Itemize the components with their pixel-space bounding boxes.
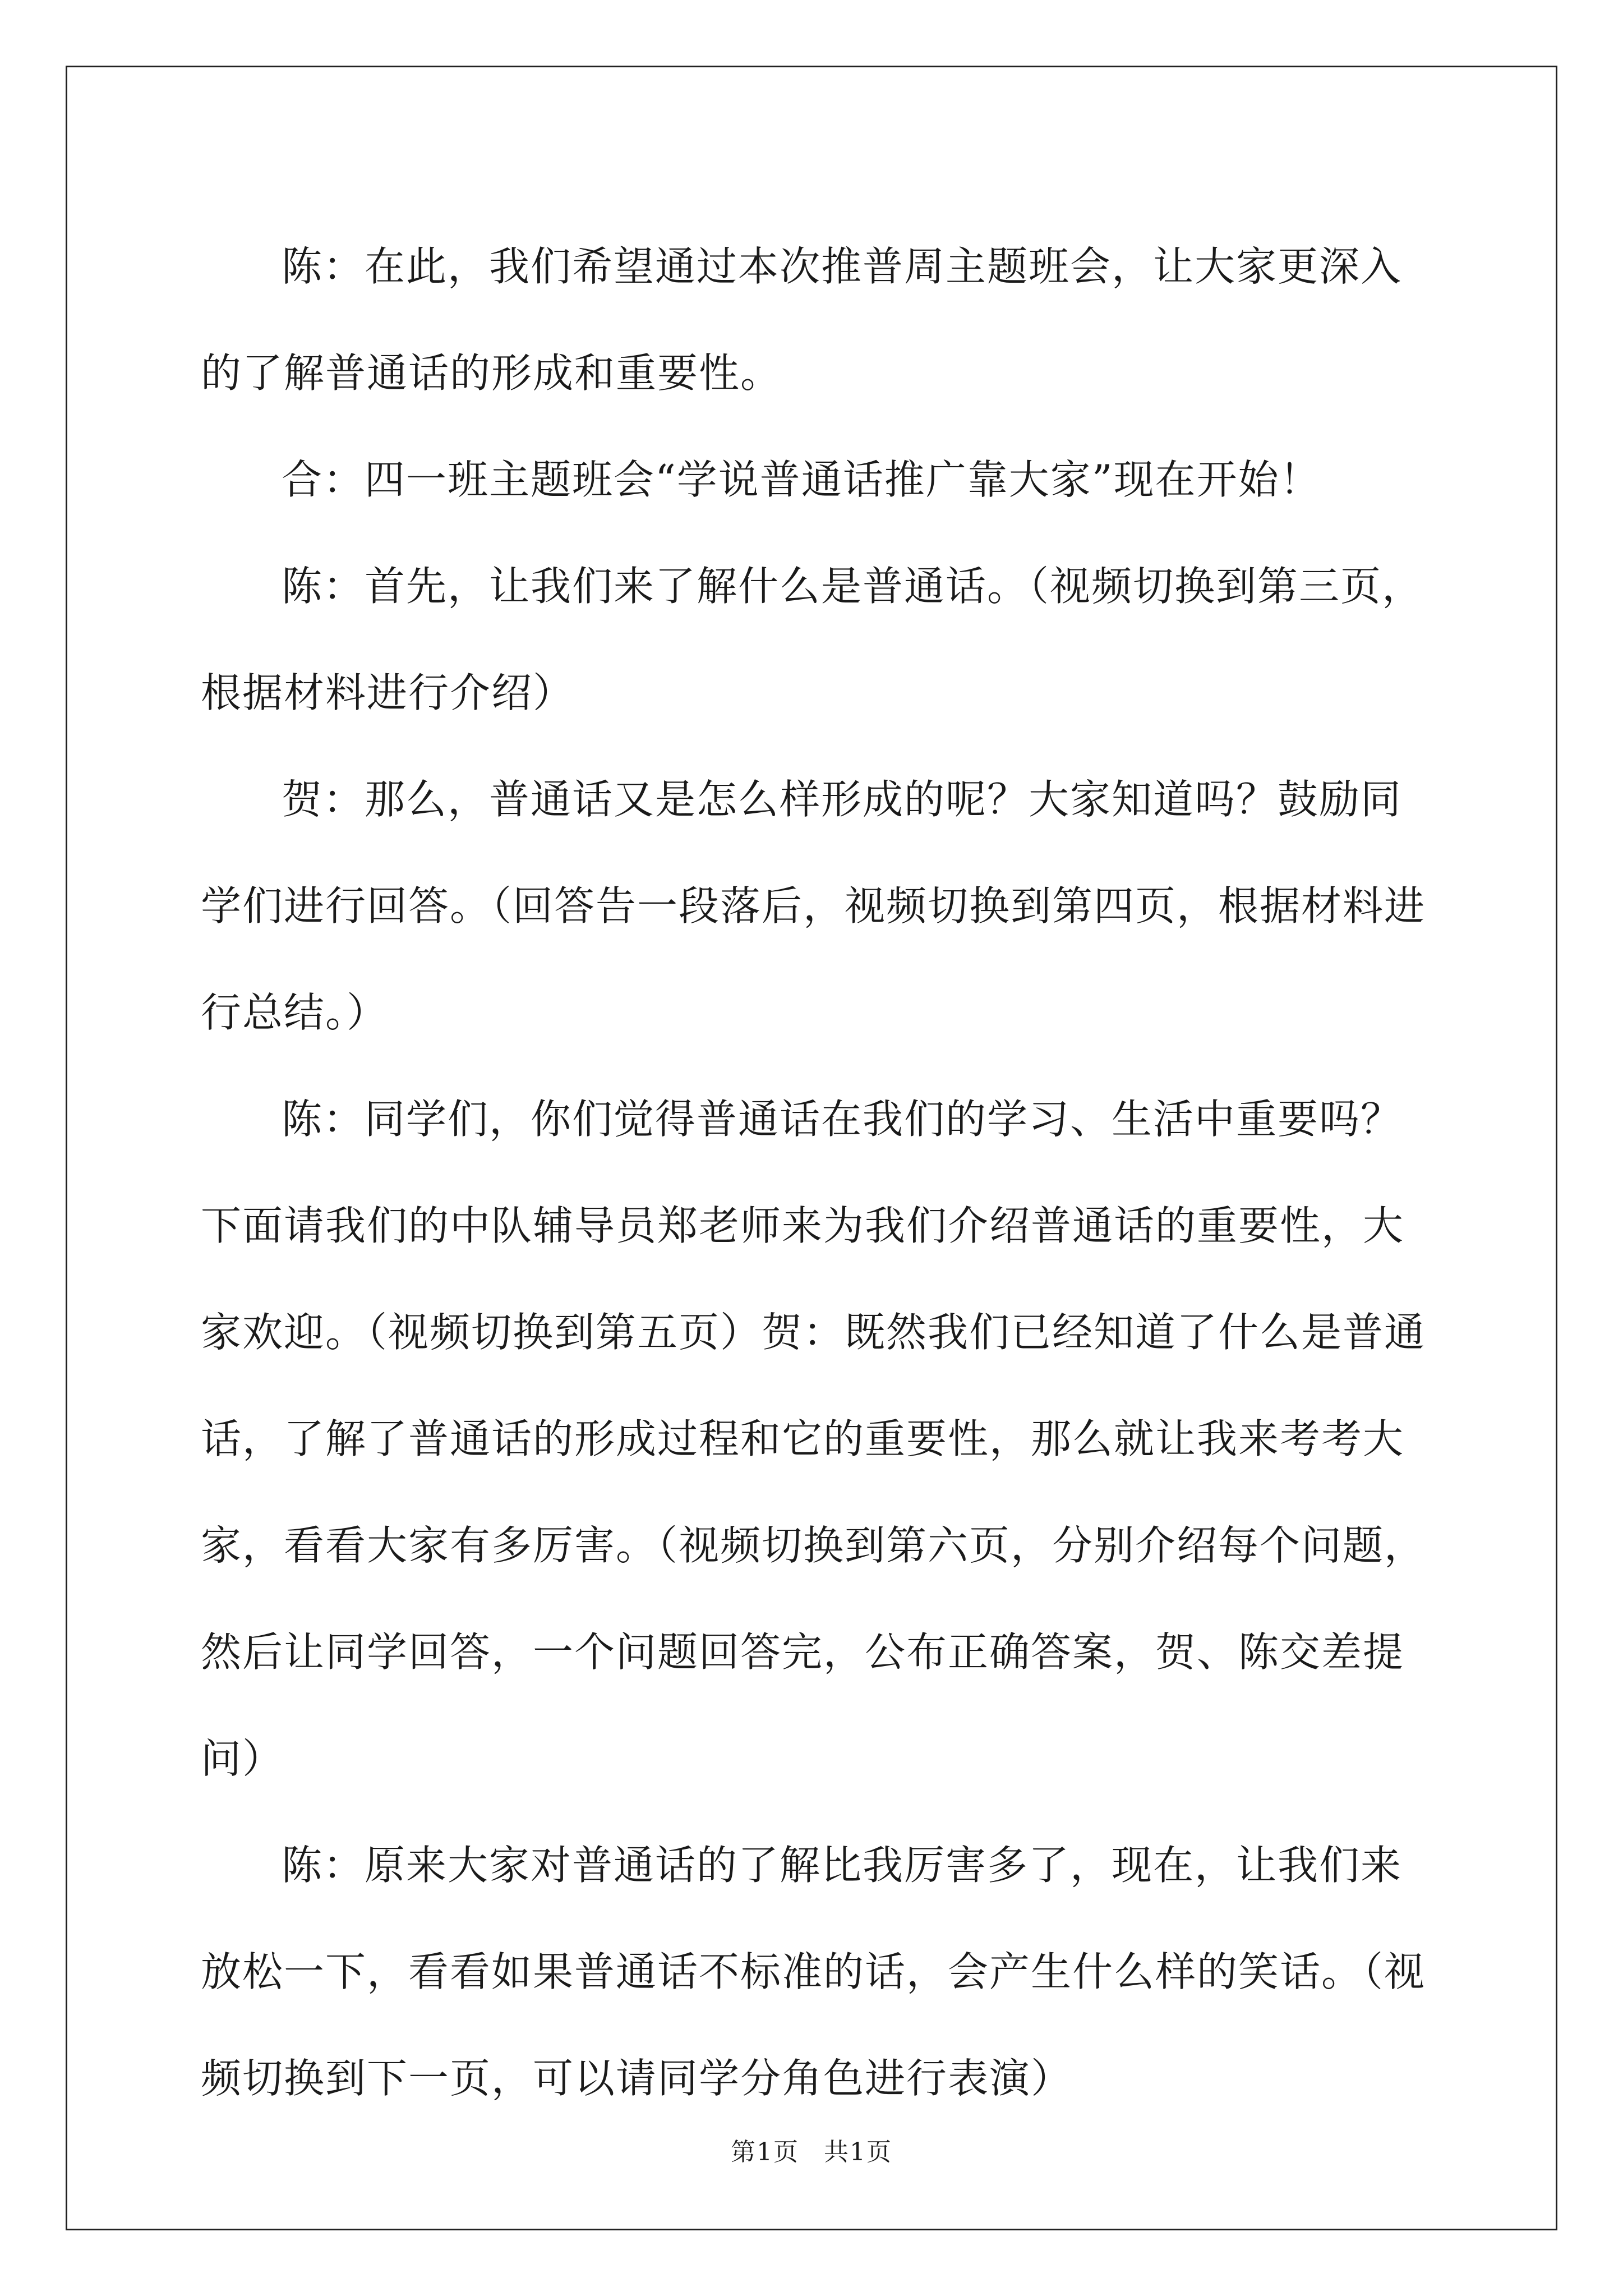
paragraph-4: 贺：那么，普通话又是怎么样形成的呢？大家知道吗？鼓励同学们进行回答。（回答告一段落后，视频切换到第四页，根据材料进行总结。）	[201, 776, 1426, 1036]
paragraph-6: 陈：原来大家对普通话的了解比我厉害多了，现在，让我们来放松一下，看看如果普通话不标准的话，会产生什么样的笑话。（视频切换到下一页，可以请同学分角色进行表演）	[201, 1842, 1426, 2102]
document-body	[201, 213, 1429, 2132]
paragraph-2: 合：四一班主题班会“学说普通话推广靠大家”现在开始！	[282, 456, 1321, 503]
page-total: 共1页	[824, 2138, 892, 2166]
paragraph-5: 陈：同学们，你们觉得普通话在我们的学习、生活中重要吗？下面请我们的中队辅导员郑老师来为我们介绍普通话的重要性，大家欢迎。（视频切换到第五页）贺：既然我们已经知道了什么是普通话，了解了普通话的形成过程和它的重要性，那么就让我来考考大家，看看大家有多厉害。（视频切换到第六页，分别介绍每个问题，然后让同学回答，一个问题回答完，公布正确答案，贺、陈交差提问）	[201, 1096, 1426, 1782]
page-number: 第1页	[731, 2138, 799, 2166]
page-footer	[0, 2132, 1623, 2168]
paragraph-1: 陈：在此，我们希望通过本次推普周主题班会，让大家更深入的了解普通话的形成和重要性。	[201, 243, 1403, 397]
paragraph-3: 陈：首先，让我们来了解什么是普通话。（视频切换到第三页，根据材料进行介绍）	[201, 563, 1424, 716]
